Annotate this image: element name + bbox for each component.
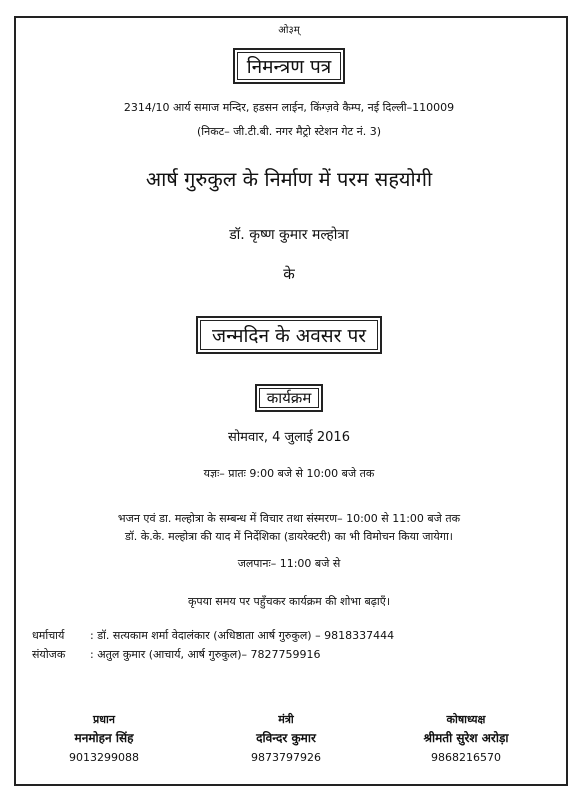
- signatory-name: मनमोहन सिंह: [74, 731, 134, 745]
- signatory-name: श्रीमती सुरेश अरोड़ा: [423, 731, 509, 745]
- signatory-title: कोषाध्यक्ष: [446, 713, 486, 726]
- jalpan-time: जलपानः– 11:00 बजे से: [237, 557, 341, 570]
- bhajan-line-1: भजन एवं डा. मल्होत्रा के सम्बन्ध में विचार तथा संस्मरण– 10:00 से 11:00 बजे तक: [117, 512, 461, 525]
- signatory-koshadhyaksh: [376, 710, 556, 767]
- address-line-1: 2314/10 आर्य समाज मन्दिर, हडसन लाईन, किंग्ज़वे कैम्प, नई दिल्ली–110009: [123, 101, 455, 114]
- sanyojak-label: संयोजक: [32, 648, 66, 661]
- request-note: कृपया समय पर पहुँचकर कार्यक्रम की शोभा बढ़ाएँ।: [187, 595, 391, 608]
- bhajan-line-2: डॉ. के.के. मल्होत्रा की याद में निर्देशिका (डायरेक्टरी) का भी विमोचन किया जायेगा।: [125, 530, 453, 543]
- signatory-name: दविन्दर कुमार: [256, 731, 316, 745]
- sanyojak-text: : अतुल कुमार (आचार्य, आर्ष गुरुकुल)– 7827759916: [90, 648, 321, 661]
- signatory-phone: 9868216570: [431, 751, 501, 764]
- dharmacharya-text: : डॉ. सत्यकाम शर्मा वेदालंकार (अधिष्ठाता आर्ष गुरुकुल) – 9818337444: [90, 629, 395, 642]
- signatory-mantri: [196, 710, 376, 767]
- yajna-time: यज्ञः– प्रातः 9:00 बजे से 10:00 बजे तक: [203, 467, 375, 480]
- event-date: सोमवार, 4 जुलाई 2016: [228, 430, 350, 445]
- ke-connector: के: [283, 265, 295, 283]
- program-heading: कार्यक्रम: [255, 384, 324, 412]
- occasion-title: जन्मदिन के अवसर पर: [196, 316, 382, 354]
- signatory-title: प्रधान: [93, 713, 115, 726]
- headline: आर्ष गुरुकुल के निर्माण में परम सहयोगी: [145, 167, 433, 191]
- invitation-title: निमन्त्रण पत्र: [233, 48, 346, 84]
- signatory-title: मंत्री: [278, 713, 294, 726]
- signatory-pradhan: [14, 710, 194, 767]
- signatory-phone: 9873797926: [251, 751, 321, 764]
- dharmacharya-label: धर्माचार्य: [32, 629, 65, 642]
- sanyojak-row: [32, 647, 321, 662]
- honoree-name: डॉ. कृष्ण कुमार मल्होत्रा: [229, 227, 349, 243]
- om-heading: ओ३म्: [278, 25, 300, 36]
- address-line-2: (निकट– जी.टी.बी. नगर मैट्रो स्टेशन गेट नं. 3): [196, 125, 382, 138]
- dharmacharya-row: [32, 628, 394, 643]
- signatory-phone: 9013299088: [69, 751, 139, 764]
- bhajan-details: [0, 510, 578, 546]
